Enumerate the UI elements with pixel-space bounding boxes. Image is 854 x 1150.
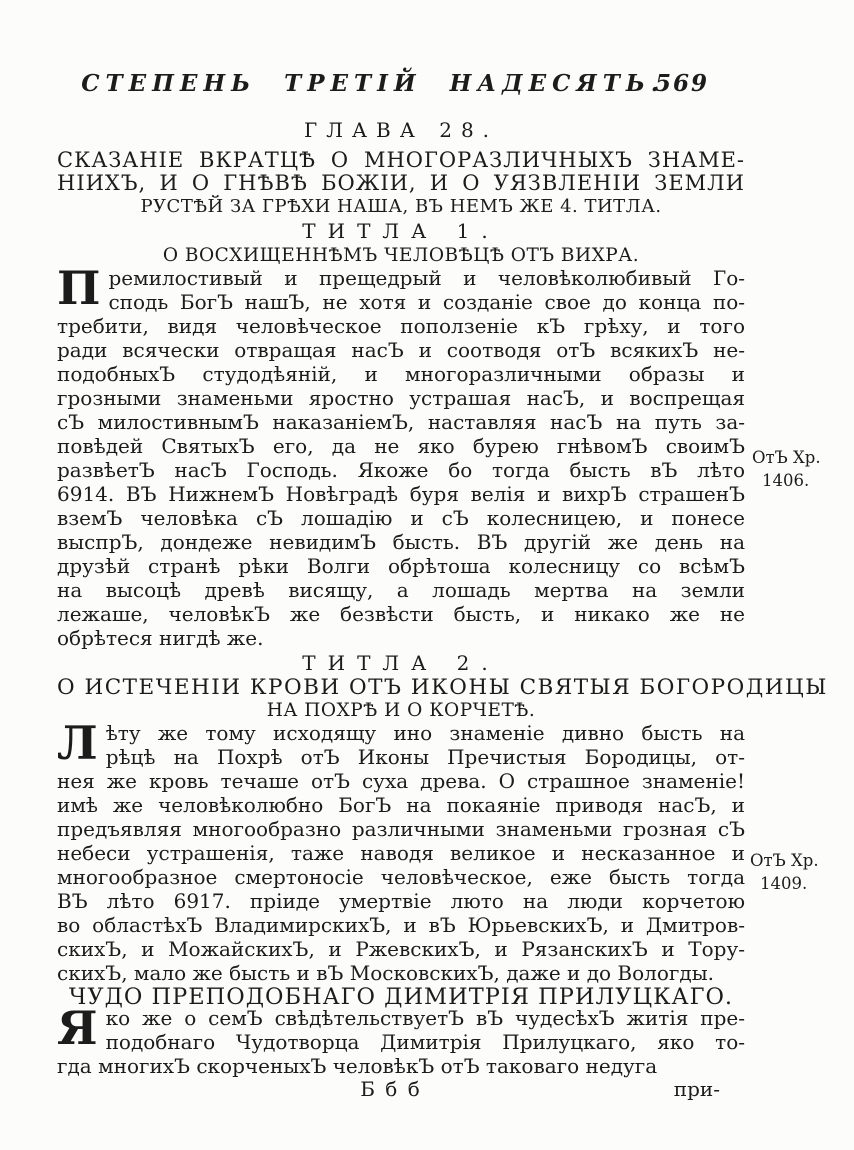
section-title-titla-2: ТИТЛА 2. [302, 651, 500, 675]
paragraph-chudo [57, 1001, 745, 1078]
text-line: во областѣхЪ ВладимирскихЪ, и вЪ ЮрьевскихЪ, и Дмитров- [57, 913, 745, 937]
text-line: имѣ же человѣколюбно БогЪ на покаяніе приводя насЪ, и [57, 793, 745, 817]
section-subtitle-titla-1: О ВОСХИЩЕННѢМЪ ЧЕЛОВѢЦѢ ОТЪ ВИХРА. [162, 245, 640, 266]
catchword: при- [673, 1077, 720, 1101]
footer-row [57, 1077, 745, 1103]
signature-mark: Б б б [360, 1077, 422, 1101]
chapter-heading: ГЛАВА 28. [303, 118, 499, 142]
text-line: ѣту же тому исходящу ино знаменіе дивно бысть на [105, 721, 745, 745]
margin-note-era: ОтЪ Хр. [752, 448, 821, 467]
drop-cap: Я [57, 1001, 98, 1055]
section-title-titla-1: ТИТЛА 1. [302, 219, 500, 243]
text-line: предъявляя многообразно различными знаменьми грозная сЪ [57, 817, 745, 841]
text-line: грозными знаменьми яростно устрашая насЪ, и воспрещая [57, 386, 745, 410]
text-line: ВЪ лѣто 6917. пріиде умертвіе люто на люди корчетою [57, 889, 745, 913]
text-line: сподь БогЪ нашЪ, не хотя и созданіе свое до конца по- [108, 290, 745, 314]
text-line: рѣцѣ на Похрѣ отЪ Иконы Пречистыя Бородицы, от- [105, 745, 745, 769]
text-line: повѣдей СвятыхЪ его, да не яко бурею гнѣвомЪ своимЪ [57, 434, 745, 458]
text-line: требити, видя человѣческое поползеніе кЪ грѣху, и того [57, 314, 745, 338]
margin-note-year: 1406. [762, 471, 810, 490]
chapter-summary-line: СКАЗАНІЕ ВКРАТЦѢ О МНОГОРАЗЛИЧНЫХЪ ЗНАМЕ- [57, 148, 745, 172]
chapter-summary-line: РУСТѢЙ ЗА ГРѢХИ НАША, ВЪ НЕМЪ ЖЕ 4. ТИТЛА. [140, 196, 662, 217]
text-line: подобныхЪ студодѣяній, и многоразличными образы и [57, 362, 745, 386]
section-subtitle-titla-2-line1: О ИСТЕЧЕНІИ КРОВИ ОТЪ ИКОНЫ СВЯТЫЯ БОГОРОДИЦЫ [57, 675, 828, 700]
text-line: друзѣй странѣ рѣки Волги обрѣтоша колесницу со всѣмЪ [57, 554, 745, 578]
text-line: нея же кровь течаше отЪ суха древа. О страшное знаменіе! [57, 769, 745, 793]
text-line: 6914. ВЪ НижнемЪ Новѣградѣ буря велія и вихрЪ страшенЪ [57, 482, 745, 506]
text-line: небеси устрашенія, таже наводя великое и несказанное и [57, 841, 745, 865]
margin-note-1409 [750, 849, 845, 895]
text-line: ради всячески отвращая насЪ и соотводя отЪ всякихЪ не- [57, 338, 745, 362]
text-line: обрѣтеся нигдѣ же. [57, 626, 264, 650]
section-subtitle-titla-2-line2: НА ПОХРѢ И О КОРЧЕТѢ. [266, 700, 536, 721]
margin-note-year: 1409. [760, 874, 808, 893]
paragraph-titla-1 [57, 261, 745, 650]
text-line: выспрЪ, дондеже невидимЪ бысть. ВЪ другій же день на [57, 530, 745, 554]
page-number: 569 [655, 70, 710, 97]
text-line: развѣетЪ насЪ Господь. Якоже бо тогда бысть вЪ лѣто [57, 458, 745, 482]
text-line: ремилостивый и прещедрый и человѣколюбивый Го- [108, 266, 745, 290]
chapter-summary [57, 149, 745, 218]
text-line: сЪ милостивнымЪ наказаніемЪ, наставляя насЪ на путь за- [57, 410, 745, 434]
margin-note-era: ОтЪ Хр. [750, 851, 819, 870]
running-head-title: СТЕПЕНЬ ТРЕТІЙ НАДЕСЯТЬ. [81, 70, 665, 97]
text-line: скихЪ, и МожайскихЪ, и РжевскихЪ, и РязанскихЪ и Тору- [57, 937, 745, 961]
text-line: ко же о семЪ свѣдѣтельствуетЪ вЪ чудесѣхЪ житія пре- [105, 1006, 745, 1030]
text-line: на высоцѣ древѣ висящу, а лошадь мертва на земли [57, 578, 745, 602]
section-title-chudo: ЧУДО ПРЕПОДОБНАГО ДИМИТРІЯ ПРИЛУЦКАГО. [68, 984, 734, 1010]
margin-note-1406 [752, 446, 847, 492]
drop-cap: П [57, 261, 101, 315]
drop-cap: Л [57, 716, 98, 770]
paragraph-titla-2 [57, 716, 745, 985]
text-line: подобнаго Чудотворца Димитрія Прилуцкаго, яко то- [105, 1030, 745, 1054]
chapter-summary-line: НІИХЪ, И О ГНѢВѢ БОЖІИ, И О УЯЗВЛЕНІИ ЗЕМЛИ [57, 171, 745, 195]
text-line: скихЪ, мало же бысть и вЪ МосковскихЪ, даже и до Вологды. [57, 961, 714, 985]
text-line: лежаше, человѣкЪ же безвѣсти бысть, и никако же не [57, 602, 745, 626]
text-line: гда многихЪ скорченыхЪ человѣкЪ отЪ таковаго недуга [57, 1054, 658, 1078]
text-line: вземЪ человѣка сЪ лошадію и сЪ колесницею, и понесе [57, 506, 745, 530]
running-head-row [57, 70, 745, 102]
text-line: многообразное смертоносіе человѣческое, еже бысть тогда [57, 865, 745, 889]
